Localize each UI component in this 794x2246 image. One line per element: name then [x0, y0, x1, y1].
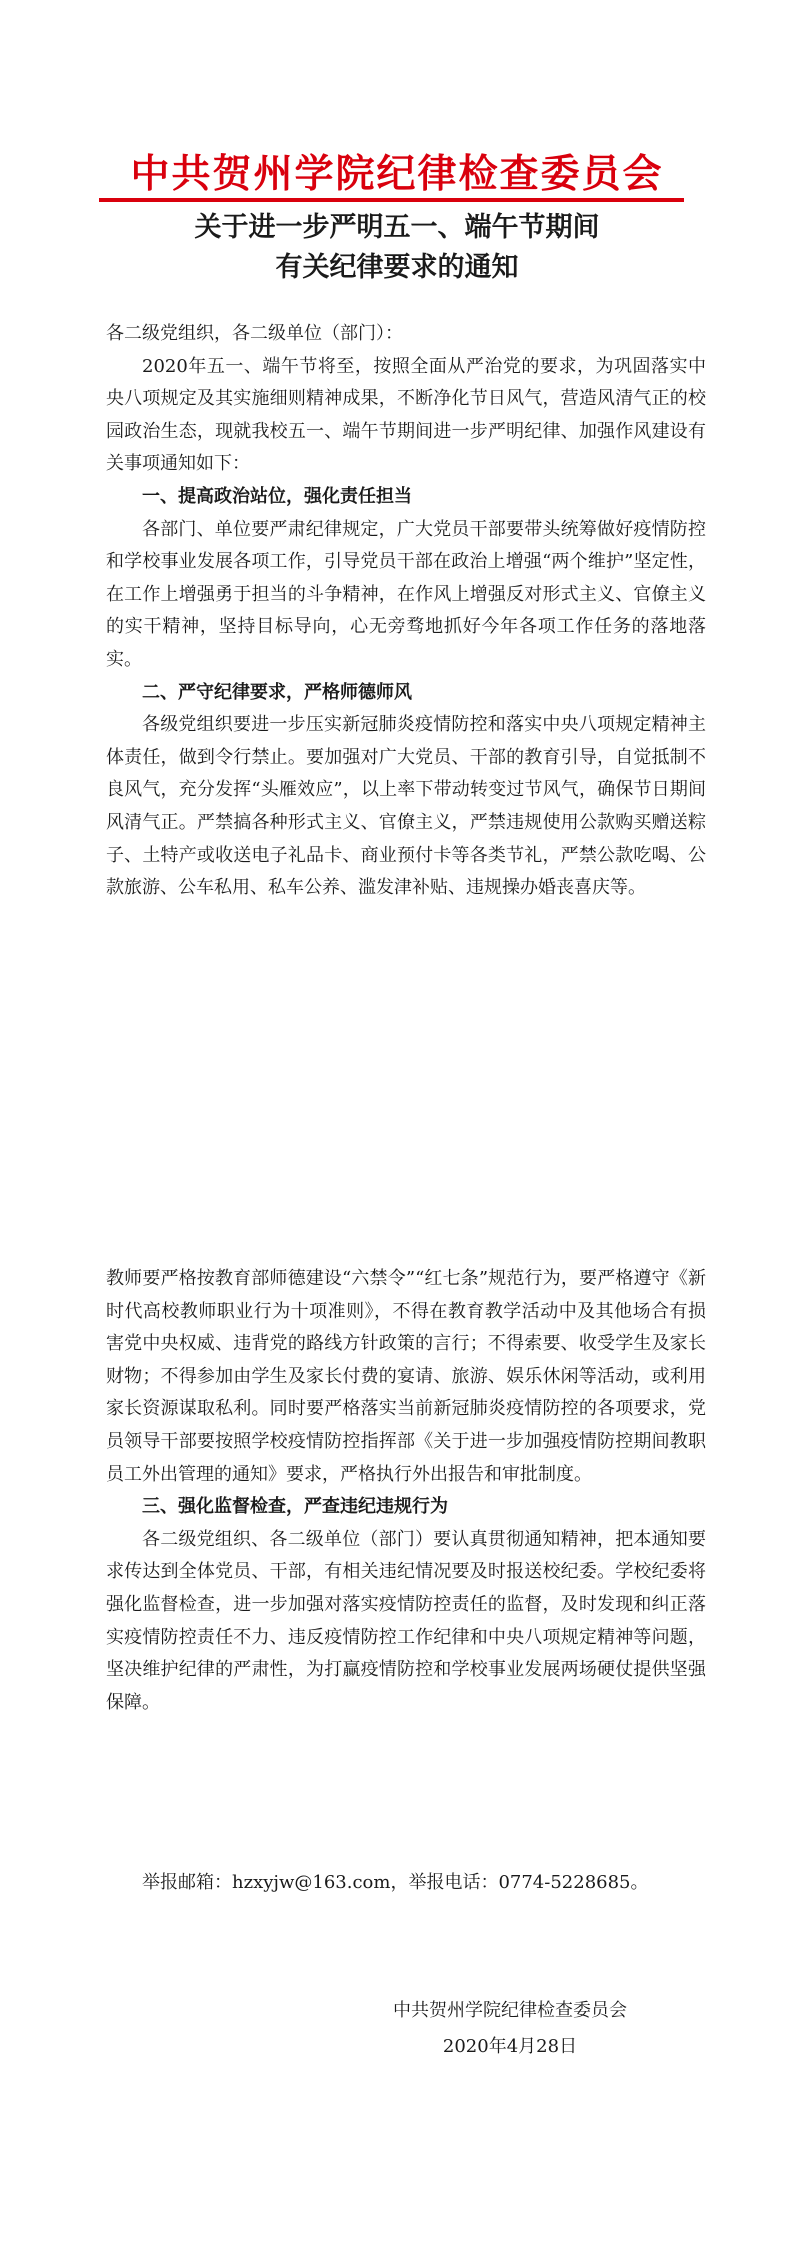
document-title-line-2: 有关纪律要求的通知 — [275, 252, 519, 283]
red-header-rule — [99, 198, 684, 202]
report-contact-line: 举报邮箱：hzxyjw@163.com，举报电话：0774-5228685。 — [142, 1872, 649, 1893]
signature-organization: 中共贺州学院纪律检查委员会 — [393, 2000, 627, 2021]
document-title-line-1: 关于进一步严明五一、端午节期间 — [194, 212, 600, 243]
document-title — [0, 208, 794, 288]
signature-date: 2020年4月28日 — [442, 2036, 578, 2057]
salutation: 各二级党组织，各二级单位（部门）： — [106, 323, 403, 344]
section-3-paragraph: 各二级党组织、各二级单位（部门）要认真贯彻通知精神，把本通知要求传达到全体党员、干部，有相关违纪情况要及时报送校纪委。学校纪委将强化监督检查，进一步加强对落实疫情防控责任的监督，及时发现和纠正落实疫情防控责任不力、违反疫情防控工作纪律和中央八项规定精神等问题，坚决维护纪律的严肃性，为打赢疫情防控和学校事业发展两场硬仗提供坚强保障。 — [106, 1528, 706, 1713]
section-3-heading: 三、强化监督检查，严查违纪违规行为 — [142, 1496, 448, 1518]
document-body-part-2 — [106, 1263, 706, 1719]
signature-block — [330, 1993, 690, 2065]
section-2-heading: 二、严守纪律要求，严格师德师风 — [142, 681, 412, 703]
section-2-paragraph-b: 教师要严格按教育部师德建设“六禁令”“红七条”规范行为，要严格遵守《新时代高校教师职业行为十项准则》，不得在教育教学活动中及其他场合有损害党中央权威、违背党的路线方针政策的言行；不得索要、收受学生及家长财物；不得参加由学生及家长付费的宴请、旅游、娱乐休闲等活动，或利用家长资源谋取私利。同时要严格落实当前新冠肺炎疫情防控的各项要求，党员领导干部要按照学校疫情防控指挥部《关于进一步加强疫情防控期间教职员工外出管理的通知》要求，严格执行外出报告和审批制度。 — [106, 1268, 706, 1485]
issuing-organization-header: 中共贺州学院纪律检查委员会 — [130, 152, 664, 197]
document-body-part-1 — [106, 318, 706, 905]
section-1-paragraph: 各部门、单位要严肃纪律规定，广大党员干部要带头统筹做好疫情防控和学校事业发展各项工作，引导党员干部在政治上增强“两个维护”坚定性，在工作上增强勇于担当的斗争精神，在作风上增强反对形式主义、官僚主义的实干精神，坚持目标导向，心无旁骛地抓好今年各项工作任务的落地落实。 — [106, 518, 706, 670]
section-2-paragraph-a: 各级党组织要进一步压实新冠肺炎疫情防控和落实中央八项规定精神主体责任，做到令行禁止。要加强对广大党员、干部的教育引导，自觉抵制不良风气，充分发挥“头雁效应”，以上率下带动转变过节风气，确保节日期间风清气正。严禁搞各种形式主义、官僚主义，严禁违规使用公款购买赠送粽子、土特产或收送电子礼品卡、商业预付卡等各类节礼，严禁公款吃喝、公款旅游、公车私用、私车公养、滥发津补贴、违规操办婚丧喜庆等。 — [106, 714, 706, 899]
section-1-heading: 一、提高政治站位，强化责任担当 — [142, 485, 412, 507]
intro-paragraph: 2020年五一、端午节将至，按照全面从严治党的要求，为巩固落实中央八项规定及其实施细则精神成果，不断净化节日风气，营造风清气正的校园政治生态，现就我校五一、端午节期间进一步严明纪律、加强作风建设有关事项通知如下： — [106, 355, 706, 475]
